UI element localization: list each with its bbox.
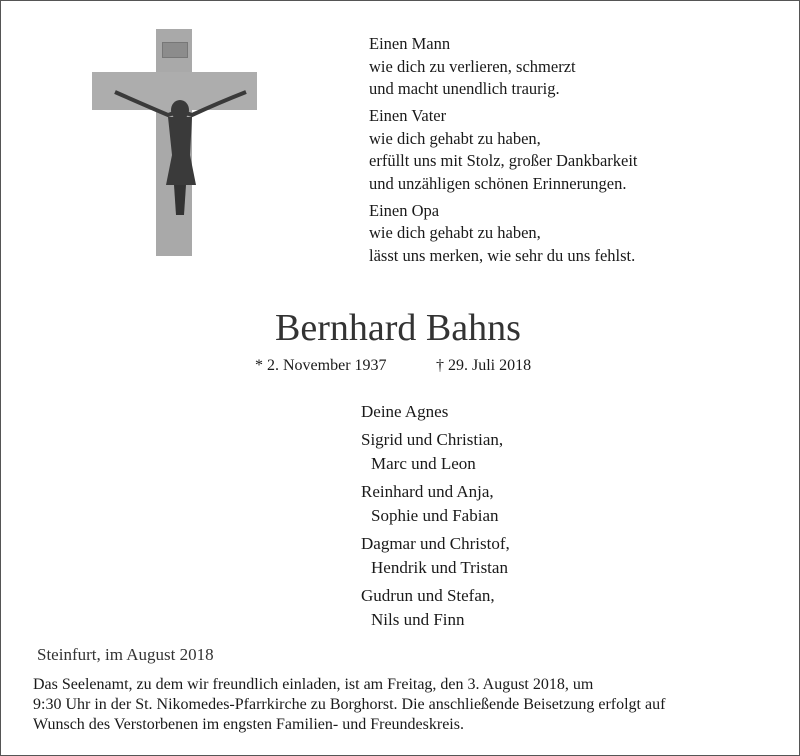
notice-line: Wunsch des Verstorbenen im engsten Familien- und Freundeskreis. [33, 716, 464, 733]
family-line: Marc und Leon [371, 454, 476, 473]
poem-line: Einen Mann [369, 34, 451, 53]
family-line: Sophie und Fabian [371, 506, 499, 525]
poem-line: Einen Opa [369, 200, 440, 220]
poem-line: Einen Vater [369, 106, 447, 125]
notice-line: 9:30 Uhr in der St. Nikomedes-Pfarrkirche zu Borghorst. Die anschließende Beisetzung erfolgt auf [33, 696, 666, 713]
poem-line: und unzähligen schönen Erinnerungen. [369, 173, 627, 193]
service-notice [33, 675, 665, 735]
poem-line: erfüllt uns mit Stolz, großer Dankbarkeit [369, 151, 638, 170]
notice-line: Das Seelenamt, zu dem wir freundlich einladen, ist am Freitag, den 3. August 2018, um [33, 676, 594, 693]
poem-line: lässt uns merken, wie sehr du uns fehlst. [369, 245, 636, 265]
poem-line: wie dich zu verlieren, schmerzt [369, 56, 576, 76]
family-line: Dagmar und Christof, [361, 533, 510, 553]
poem-line: und macht unendlich traurig. [369, 79, 560, 98]
place-date: Steinfurt, im August 2018 [37, 645, 214, 664]
family-line: Sigrid und Christian, [361, 429, 504, 449]
family-line: Hendrik und Tristan [371, 558, 508, 577]
poem [369, 33, 638, 272]
family-line: Gudrun und Stefan, [361, 585, 495, 605]
family-line: Nils und Finn [371, 610, 465, 629]
deceased-name: Bernhard Bahns [275, 307, 521, 349]
family-line: Reinhard und Anja, [361, 481, 494, 501]
poem-line: wie dich gehabt zu haben, [369, 128, 541, 148]
birth-date: * 2. November 1937 [255, 357, 387, 374]
family-line: Deine Agnes [361, 402, 449, 421]
death-date: † 29. Juli 2018 [436, 357, 532, 374]
poem-line: wie dich gehabt zu haben, [369, 223, 541, 242]
family-list [361, 400, 510, 636]
corpus-figure [100, 85, 260, 225]
